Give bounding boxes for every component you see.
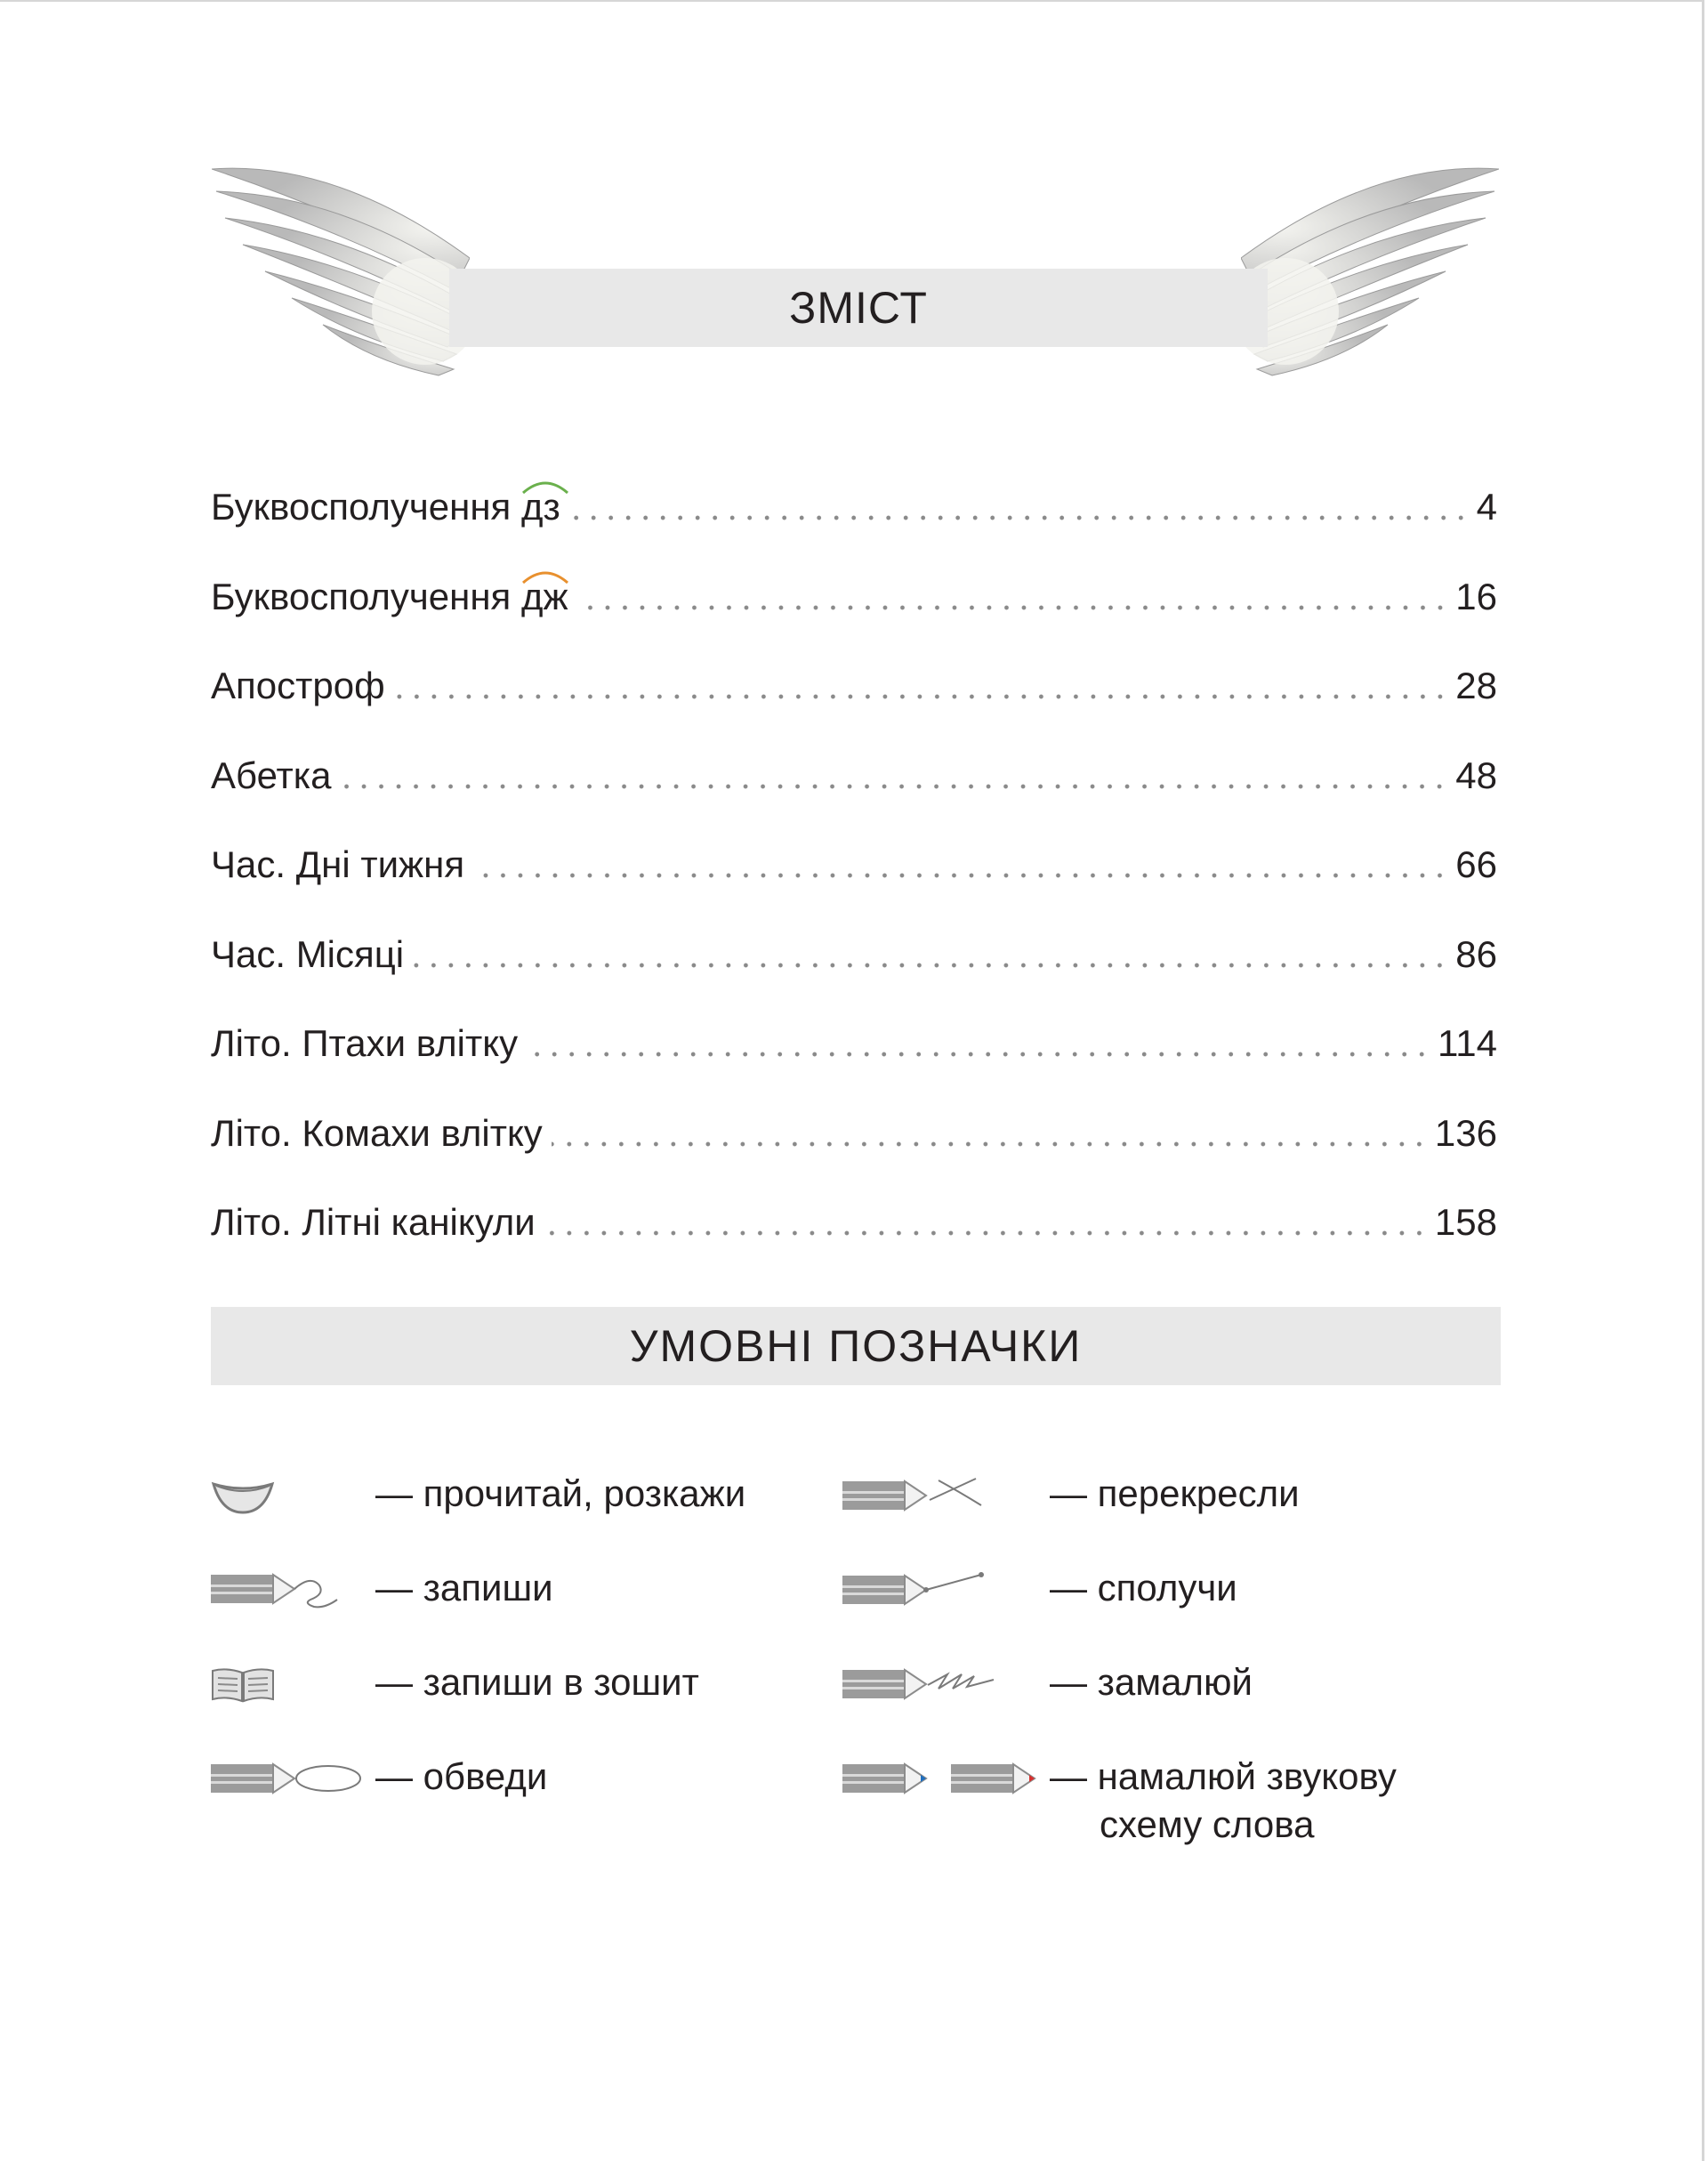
toc-page-number: 136 bbox=[1434, 1111, 1497, 1154]
legend-sound-scheme-line1: — намалюй звукову bbox=[1050, 1755, 1397, 1797]
contents-title-banner bbox=[449, 269, 1268, 347]
legend-title: УМОВНІ ПОЗНАЧКИ bbox=[629, 1321, 1083, 1371]
pencil-zigzag-icon bbox=[842, 1662, 1003, 1706]
digraph-dzh: дж bbox=[521, 576, 568, 618]
leader-dots bbox=[577, 605, 1449, 610]
toc-row[interactable] bbox=[211, 910, 1497, 1000]
leader-dots bbox=[394, 694, 1449, 699]
toc-label: Апостроф bbox=[211, 665, 394, 707]
toc-row[interactable] bbox=[211, 820, 1497, 910]
toc-row[interactable] bbox=[211, 552, 1497, 642]
toc-row[interactable] bbox=[211, 641, 1497, 731]
legend-sound-scheme-line2: схему слова bbox=[1100, 1803, 1315, 1845]
toc-label: Літо. Комахи влітку bbox=[211, 1112, 552, 1155]
leader-dots bbox=[413, 963, 1448, 968]
legend-shade: — замалюй bbox=[1050, 1661, 1253, 1703]
leader-dots bbox=[473, 873, 1448, 878]
legend-circle: — обведи bbox=[375, 1755, 548, 1797]
pencil-cross-icon bbox=[842, 1473, 988, 1518]
leader-dots bbox=[544, 1230, 1428, 1236]
digraph-dz: дз bbox=[521, 486, 560, 528]
legend-read-tell: — прочитай, розкажи bbox=[375, 1472, 746, 1514]
leader-dots bbox=[569, 515, 1470, 520]
legend-cross-out: — перекресли bbox=[1050, 1472, 1300, 1514]
toc-row[interactable] bbox=[211, 731, 1497, 821]
toc-page-number: 28 bbox=[1455, 665, 1497, 707]
right-wing-icon bbox=[1241, 160, 1499, 383]
legend-write-notebook: — запиши в зошит bbox=[375, 1661, 699, 1703]
toc-page-number: 86 bbox=[1455, 932, 1497, 975]
toc-page-number: 158 bbox=[1434, 1201, 1497, 1244]
toc-row[interactable] bbox=[211, 463, 1497, 552]
toc-label: Буквосполучення дж bbox=[211, 576, 577, 618]
toc-row[interactable] bbox=[211, 1089, 1497, 1179]
toc-label: Літо. Птахи влітку bbox=[211, 1022, 527, 1065]
toc-row[interactable] bbox=[211, 1178, 1497, 1268]
page-title: ЗМІСТ bbox=[789, 283, 928, 333]
pencil-oval-icon bbox=[211, 1756, 364, 1801]
left-wing-icon bbox=[212, 160, 470, 383]
legend-title-banner bbox=[211, 1307, 1501, 1385]
toc-label: Час. Дні тижня bbox=[211, 843, 473, 886]
pencil-blue-red-icon bbox=[842, 1756, 1042, 1801]
mouth-icon bbox=[211, 1477, 275, 1516]
toc-label: Буквосполучення дз bbox=[211, 486, 569, 528]
leader-dots bbox=[527, 1052, 1430, 1057]
table-of-contents bbox=[211, 463, 1497, 1268]
toc-label: Літо. Літні канікули bbox=[211, 1201, 544, 1244]
pencil-line-icon bbox=[842, 1568, 988, 1612]
toc-row[interactable] bbox=[211, 999, 1497, 1089]
toc-page-number: 48 bbox=[1455, 754, 1497, 796]
green-arc-icon bbox=[520, 475, 571, 495]
toc-label: Час. Місяці bbox=[211, 933, 413, 976]
toc-page-number: 66 bbox=[1455, 843, 1497, 886]
pencil-squiggle-icon bbox=[211, 1568, 344, 1612]
leader-dots bbox=[552, 1141, 1428, 1147]
leader-dots bbox=[340, 784, 1448, 789]
toc-page-number: 16 bbox=[1455, 575, 1497, 617]
toc-page-number: 4 bbox=[1476, 486, 1497, 528]
open-book-icon bbox=[211, 1665, 275, 1703]
toc-page-number: 114 bbox=[1438, 1022, 1497, 1065]
toc-label: Абетка bbox=[211, 754, 340, 797]
legend-connect: — сполучи bbox=[1050, 1567, 1237, 1609]
orange-arc-icon bbox=[520, 565, 571, 585]
legend-write: — запиши bbox=[375, 1567, 553, 1609]
